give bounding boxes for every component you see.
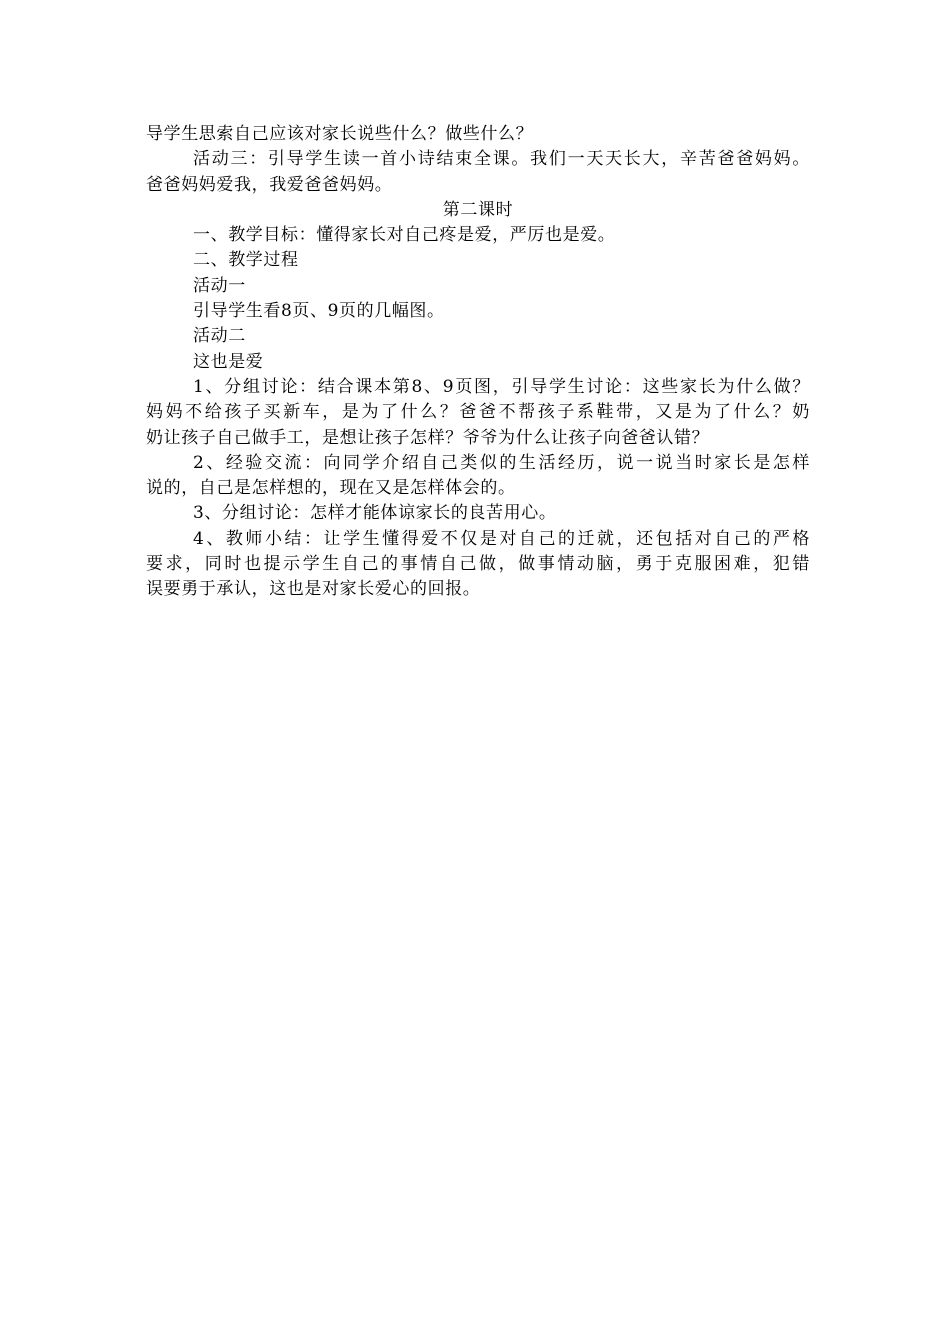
text-line: 说的，自己是怎样想的，现在又是怎样体会的。 — [146, 478, 516, 499]
text-line: 妈妈不给孩子买新车，是为了什么？爸爸不帮孩子系鞋带，又是为了什么？奶 — [146, 402, 810, 423]
text-line: 一、教学目标：懂得家长对自己疼是爱，严厉也是爱。 — [193, 225, 616, 246]
text-line: 导学生思索自己应该对家长说些什么？做些什么？ — [146, 124, 534, 144]
document-page — [146, 122, 810, 603]
text-line: 4、教师小结：让学生懂得爱不仅是对自己的迁就，还包括对自己的严格 — [193, 528, 810, 549]
text-line: 这也是爱 — [193, 351, 264, 372]
text-line: 活动三：引导学生读一首小诗结束全课。我们一天天长大，辛苦爸爸妈妈。 — [193, 149, 810, 170]
section-heading: 第二课时 — [442, 199, 514, 220]
text-line: 引导学生看8页、9页的几幅图。 — [193, 301, 445, 322]
text-line: 爸爸妈妈爱我，我爱爸爸妈妈。 — [146, 174, 393, 195]
text-line: 二、教学过程 — [193, 250, 299, 271]
text-line: 要求，同时也提示学生自己的事情自己做，做事情动脑，勇于克服困难，犯错 — [146, 554, 810, 575]
text-line: 活动一 — [193, 275, 246, 296]
text-line: 1、分组讨论：结合课本第8、9页图，引导学生讨论：这些家长为什么做？ — [193, 376, 810, 397]
text-line: 误要勇于承认，这也是对家长爱心的回报。 — [146, 579, 481, 600]
text-line: 3、分组讨论：怎样才能体谅家长的良苦用心。 — [193, 503, 557, 524]
text-line: 2、经验交流：向同学介绍自己类似的生活经历，说一说当时家长是怎样 — [193, 452, 810, 473]
text-line: 奶让孩子自己做手工，是想让孩子怎样？爷爷为什么让孩子向爸爸认错？ — [146, 427, 710, 448]
text-line: 活动二 — [193, 326, 246, 347]
